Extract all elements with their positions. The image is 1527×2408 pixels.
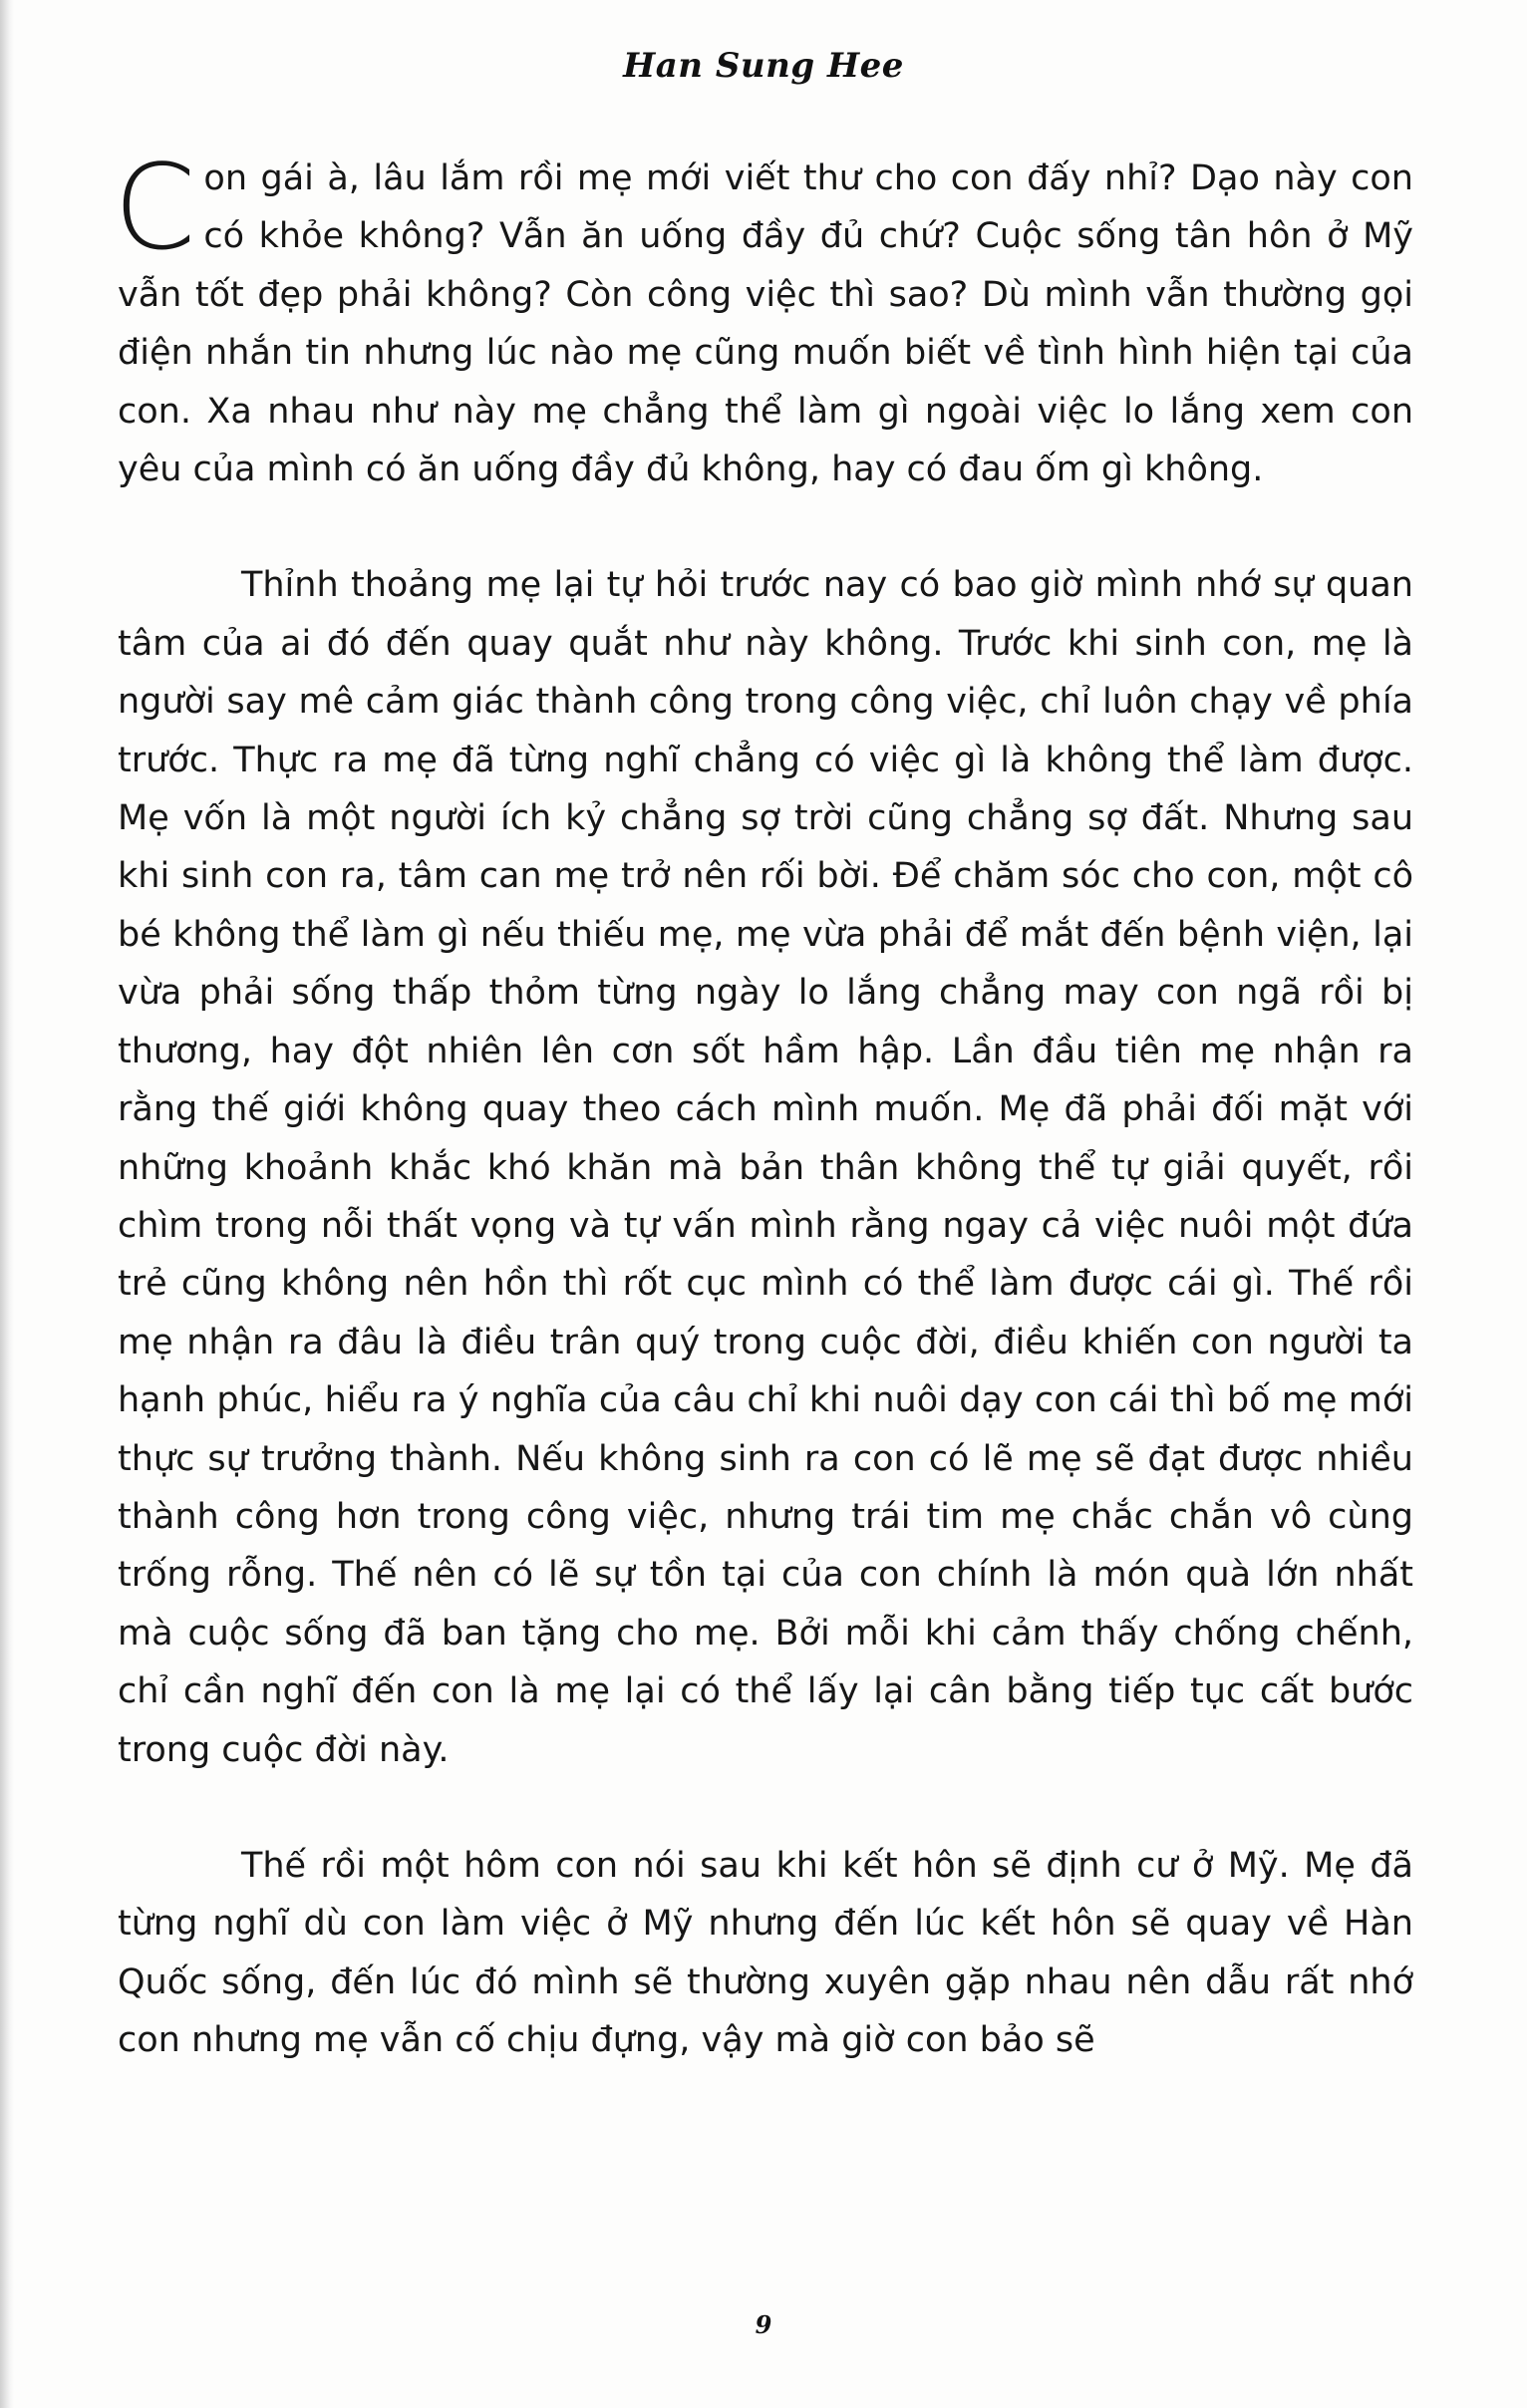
page-binding-shadow xyxy=(0,0,14,2408)
paragraph-1 xyxy=(114,139,1413,498)
body-text xyxy=(114,139,1413,2070)
running-header-author: Han Sung Hee xyxy=(623,46,904,86)
paragraph-3: Thế rồi một hôm con nói sau khi kết hôn sẽ định cư ở Mỹ. Mẹ đã từng nghĩ dù con làm việc ở Mỹ nhưng đến lúc kết hôn sẽ quay về Hàn Quốc sống, đến lúc đó mình sẽ thường xuyên gặp nhau nên dẫu rất nhớ con nhưng mẹ vẫn cố chịu đựng, vậy mà giờ con bảo sẽ xyxy=(118,1845,1413,2061)
paragraph-1-text: on gái à, lâu lắm rồi mẹ mới viết thư cho con đấy nhỉ? Dạo này con có khỏe không? Vẫn ăn uống đầy đủ chứ? Cuộc sống tân hôn ở Mỹ vẫn tốt đẹp phải không? Còn công việc thì sao? Dù mình vẫn thường gọi điện nhắn tin nhưng lúc nào mẹ cũng muốn biết về tình hình hiện tại của con. Xa nhau như này mẹ chẳng thể làm gì ngoài việc lo lắng xem con yêu của mình có ăn uống đầy đủ không, hay có đau ốm gì không. xyxy=(118,158,1413,490)
paragraph-2: Thỉnh thoảng mẹ lại tự hỏi trước nay có bao giờ mình nhớ sự quan tâm của ai đó đến quay quắt như này không. Trước khi sinh con, mẹ là người say mê cảm giác thành công trong công việc, chỉ luôn chạy về phía trước. Thực ra mẹ đã từng nghĩ chẳng có việc gì là không thể làm được. Mẹ vốn là một người ích kỷ chẳng sợ trời cũng chẳng sợ đất. Nhưng sau khi sinh con ra, tâm can mẹ trở nên rối bời. Để chăm sóc cho con, một cô bé không thể làm gì nếu thiếu mẹ, mẹ vừa phải để mắt đến bệnh viện, lại vừa phải sống thấp thỏm từng ngày lo lắng chẳng may con ngã rồi bị thương, hay đột nhiên lên cơn sốt hầm hập. Lần đầu tiên mẹ nhận ra rằng thế giới không quay theo cách mình muốn. Mẹ đã phải đối mặt với những khoảnh khắc khó khăn mà bản thân không thể tự giải quyết, rồi chìm trong nỗi thất vọng và tự vấn mình rằng ngay cả việc nuôi một đứa trẻ cũng không nên hồn thì rốt cục mình có thể làm được cái gì. Thế rồi mẹ nhận ra đâu là điều trân quý trong cuộc đời, điều khiến con người ta hạnh phúc, hiểu ra ý nghĩa của câu chỉ khi nuôi dạy con cái thì bố mẹ mới thực sự trưởng thành. Nếu không sinh ra con có lẽ mẹ sẽ đạt được nhiều thành công hơn trong công việc, nhưng trái tim mẹ chắc chắn vô cùng trống rỗng. Thế nên có lẽ sự tồn tại của con chính là món quà lớn nhất mà cuộc sống đã ban tặng cho mẹ. Bởi mỗi khi cảm thấy chống chếnh, chỉ cần nghĩ đến con là mẹ lại có thể lấy lại cân bằng tiếp tục cất bước trong cuộc đời này. xyxy=(118,565,1413,1770)
page-number: 9 xyxy=(755,2310,772,2339)
drop-cap: C xyxy=(114,139,196,276)
